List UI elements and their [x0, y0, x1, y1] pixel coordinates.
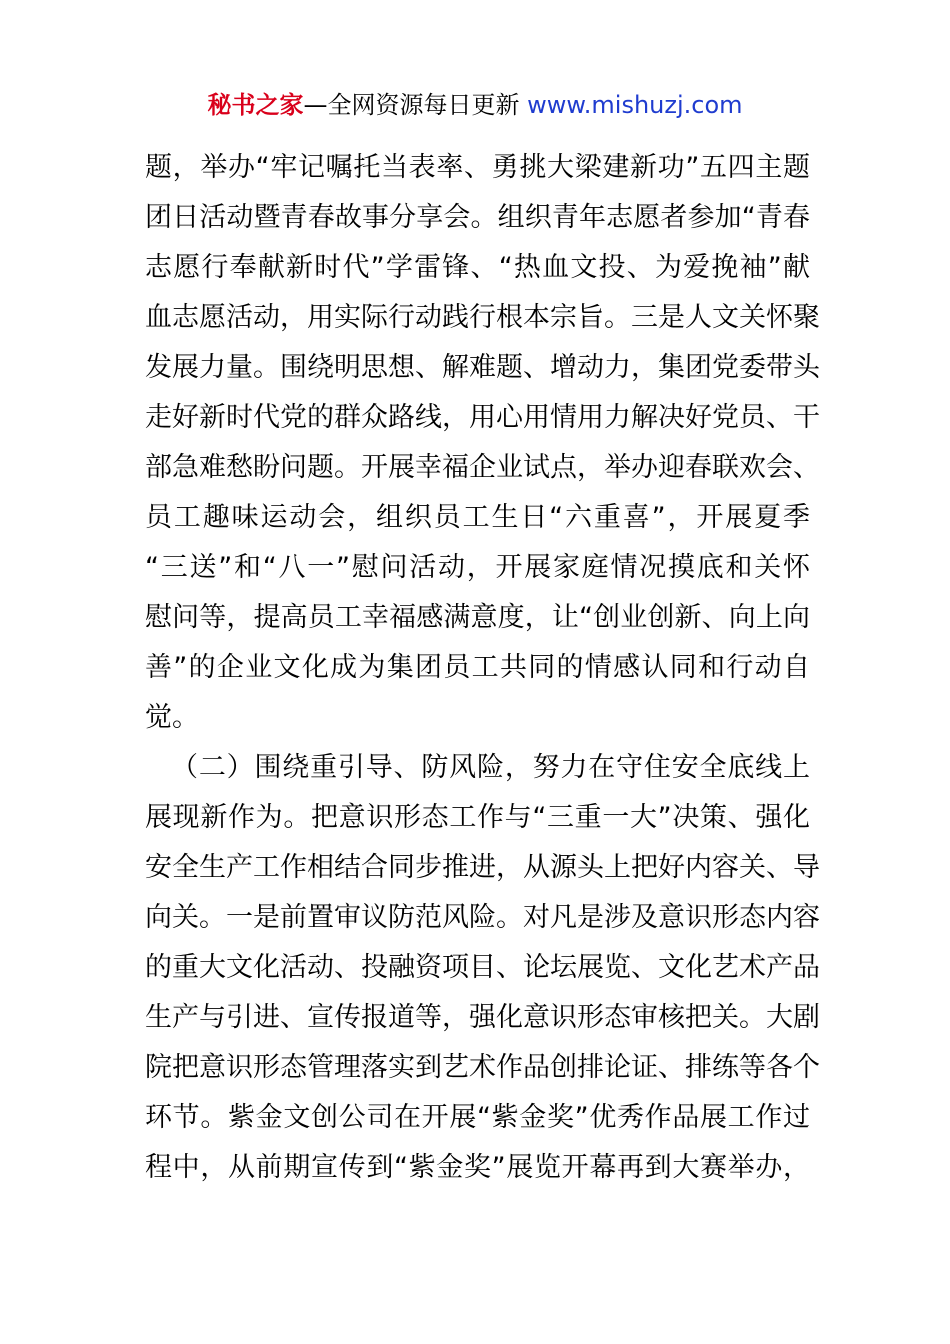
text-line: 环节。紫金文创公司在开展“紫金奖”优秀作品展工作过: [145, 1102, 810, 1133]
text-line: “三送”和“八一”慰问活动，开展家庭情况摸底和关怀: [145, 552, 810, 583]
site-brand: 秘书之家: [207, 91, 304, 119]
text-line: 部急难愁盼问题。开展幸福企业试点，举办迎春联欢会、: [145, 452, 820, 483]
text-line: 安全生产工作相结合同步推进，从源头上把好内容关、导: [145, 852, 820, 883]
section-heading-line: （二）围绕重引导、防风险，努力在守住安全底线上: [171, 752, 810, 783]
text-line: 院把意识形态管理落实到艺术作品创排论证、排练等各个: [145, 1052, 820, 1083]
text-line: 慰问等，提高员工幸福感满意度，让“创业创新、向上向: [145, 602, 810, 633]
text-line: 发展力量。围绕明思想、解难题、增动力，集团党委带头: [145, 352, 820, 383]
text-line: 生产与引进、宣传报道等，强化意识形态审核把关。大剧: [145, 1002, 820, 1033]
site-header: [0, 88, 950, 122]
text-line: 善”的企业文化成为集团员工共同的情感认同和行动自: [145, 652, 810, 683]
site-url-link[interactable]: www.mishuzj.com: [527, 91, 743, 119]
site-tagline: —全网资源每日更新: [303, 91, 520, 119]
text-line: 程中，从前期宣传到“紫金奖”展览开幕再到大赛举办，: [145, 1152, 810, 1183]
text-line: 觉。: [145, 702, 199, 733]
text-line: 展现新作为。把意识形态工作与“三重一大”决策、强化: [145, 802, 810, 833]
document-body: [145, 143, 820, 1193]
text-line: 向关。一是前置审议防范风险。对凡是涉及意识形态内容: [145, 902, 820, 933]
text-line: 员工趣味运动会，组织员工生日“六重喜”，开展夏季: [145, 502, 810, 533]
text-line: 走好新时代党的群众路线，用心用情用力解决好党员、干: [145, 402, 820, 433]
text-line: 的重大文化活动、投融资项目、论坛展览、文化艺术产品: [145, 952, 820, 983]
text-line: 题，举办“牢记嘱托当表率、勇挑大梁建新功”五四主题: [145, 152, 810, 183]
text-line: 志愿行奉献新时代”学雷锋、“热血文投、为爱挽袖”献: [145, 252, 810, 283]
text-line: 血志愿活动，用实际行动践行根本宗旨。三是人文关怀聚: [145, 302, 820, 333]
text-line: 团日活动暨青春故事分享会。组织青年志愿者参加“青春: [145, 202, 810, 233]
